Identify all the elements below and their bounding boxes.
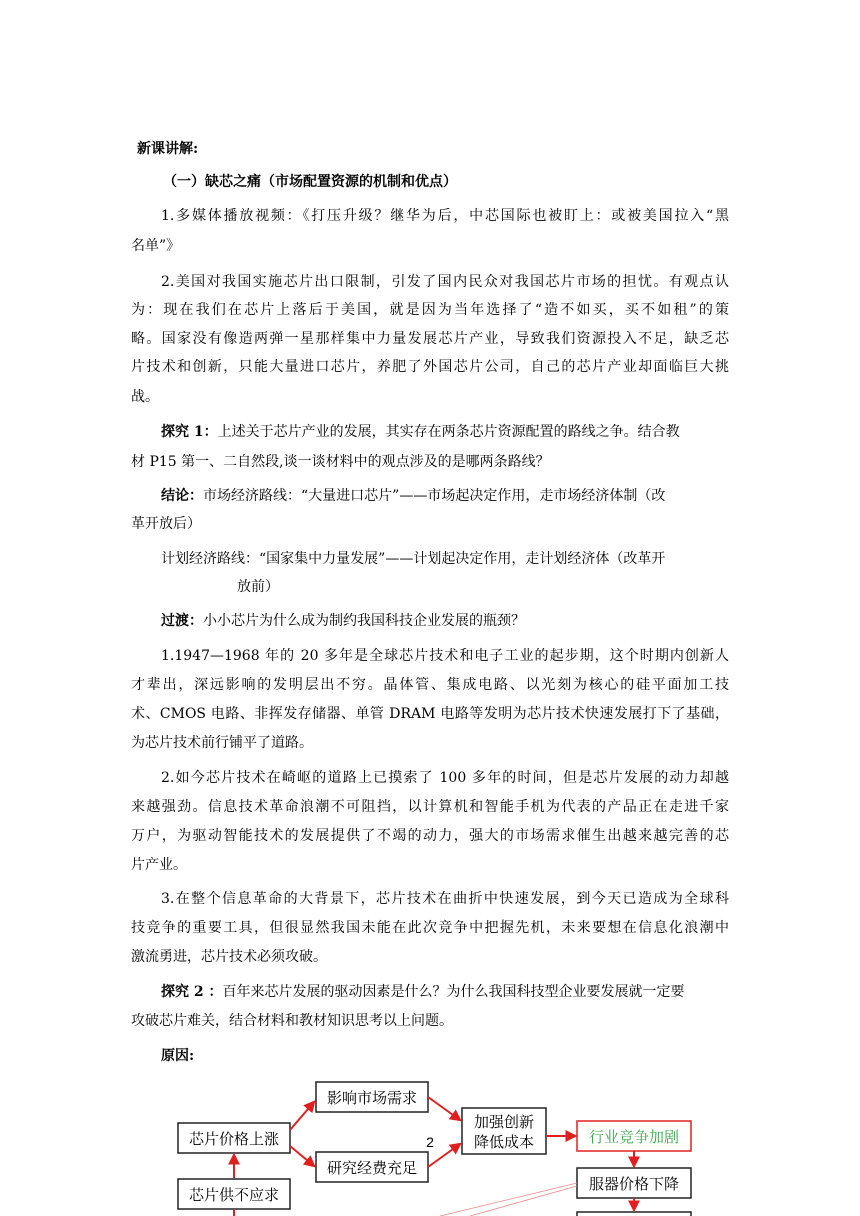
explore1-line2: 材 P15 第一、二自然段,谈一谈材料中的观点涉及的是哪两条路线？ <box>131 454 550 470</box>
conclusion-text: 市场经济路线：“大量进口芯片”——市场起决定作用，走市场经济体制（改 <box>203 488 666 504</box>
point3-line3: 激流勇进，芯片技术必须攻破。 <box>131 949 327 965</box>
explore1-label: 探究 1： <box>161 424 218 440</box>
arrow-demand-to-innovation <box>428 1097 460 1120</box>
para2-line3: 略。国家没有像造两弹一星那样集中力量发展芯片产业，导致我们资源投入不足，缺乏芯 <box>131 331 729 347</box>
point1-line2: 才辈出，深远影响的发明层出不穷。晶体管、集成电路、以光刻为核心的硅平面加工技 <box>131 677 729 693</box>
explore2-label: 探究 2 ： <box>161 984 223 1000</box>
conclusion-line3: 计划经济路线：“国家集中力量发展”——计划起决定作用，走计划经济体（改革开 <box>161 551 666 567</box>
para2-line1: 2.美国对我国实施芯片出口限制，引发了国内民众对我国芯片市场的担忧。有观点认 <box>161 274 729 290</box>
arrow-price-to-funding <box>290 1146 314 1166</box>
conclusion-label: 结论： <box>161 488 203 504</box>
conclusion-line4: 放前） <box>237 579 279 595</box>
point3-line2: 技竞争的重要工具，但很显然我国未能在此次竞争中把握先机，未来要想在信息化浪潮中 <box>131 920 729 936</box>
para2-line2: 为：现在我们在芯片上落后于美国，就是因为当年选择了“造不如买，买不如租”的策 <box>131 302 729 318</box>
point2-line1: 2.如今芯片技术在崎岖的道路上已摸索了 100 多年的时间，但是芯片发展的动力却越 <box>161 770 729 786</box>
point2-line2: 来越强劲。信息技术革命浪潮不可阻挡，以计算机和智能手机为代表的产品正在走进千家 <box>131 799 729 815</box>
box-partial-bottom <box>577 1212 691 1216</box>
box-innovation-line2: 降低成本 <box>473 1133 535 1151</box>
thin-line-1 <box>440 1183 577 1216</box>
cause-flow-diagram <box>0 1070 860 1216</box>
explore2-line1 <box>161 982 685 1002</box>
para2-line4: 片技术和创新，只能大量进口芯片，养肥了外国芯片公司，自己的芯片产业却面临巨大挑 <box>131 359 729 375</box>
point2-line3: 万户，为驱动智能技术的发展提供了不竭的动力，强大的市场需求催生出越来越完善的芯 <box>131 828 729 844</box>
reason-label: 原因: <box>161 1048 195 1064</box>
conclusion-line2: 革开放后） <box>131 516 201 532</box>
thin-line-2 <box>470 1186 577 1216</box>
point1-line3: 术、CMOS 电路、非挥发存储器、单管 DRAM 电路等发明为芯片技术快速发展打下了基础， <box>131 706 729 722</box>
box-rd-funding-text: 研究经费充足 <box>326 1159 418 1177</box>
explore2-line2: 攻破芯片难关，结合材料和教材知识思考以上问题。 <box>131 1013 453 1029</box>
para2-line5: 战。 <box>131 389 159 405</box>
box-supply-shortage-text: 芯片供不应求 <box>188 1186 280 1204</box>
arrow-price-to-demand <box>290 1102 314 1130</box>
point3-line1: 3.在整个信息革命的大背景下，芯片技术在曲折中快速发展，到今天已造成为全球科 <box>161 891 729 907</box>
explore1-text: 上述关于芯片产业的发展，其实存在两条芯片资源配置的路线之争。结合教 <box>217 424 680 440</box>
transition-text: 小小芯片为什么成为制约我国科技企业发展的瓶颈？ <box>203 613 525 629</box>
explore2-text: 百年来芯片发展的驱动因素是什么？为什么我国科技型企业要发展就一定要 <box>222 984 685 1000</box>
point1-line4: 为芯片技术前行铺平了道路。 <box>131 735 313 751</box>
point1-line1: 1.1947—1968 年的 20 多年是全球芯片技术和电子工业的起步期，这个时期内创新人 <box>161 648 729 664</box>
box-innovation-line1: 加强创新 <box>473 1113 535 1131</box>
section-title: （一）缺芯之痛（市场配置资源的机制和优点） <box>163 174 457 190</box>
para1-line1: 1.多媒体播放视频：《打压升级？继华为后，中芯国际也被盯上：或被美国拉入“黑 <box>161 208 729 224</box>
transition-line <box>161 611 525 631</box>
point2-line4: 片产业。 <box>131 857 187 873</box>
box-market-demand-text: 影响市场需求 <box>326 1089 418 1107</box>
box-server-price-text: 服器价格下降 <box>588 1175 680 1193</box>
transition-label: 过渡： <box>161 613 203 629</box>
box-price-rise-text: 芯片价格上涨 <box>188 1130 280 1148</box>
box-competition-text: 行业竞争加剧 <box>588 1128 680 1146</box>
page-number: 2 <box>426 1134 434 1150</box>
para1-line2: 名单”》 <box>131 238 181 254</box>
heading: 新课讲解: <box>137 141 199 157</box>
conclusion-line1 <box>161 486 665 506</box>
explore1-line1 <box>161 422 729 442</box>
